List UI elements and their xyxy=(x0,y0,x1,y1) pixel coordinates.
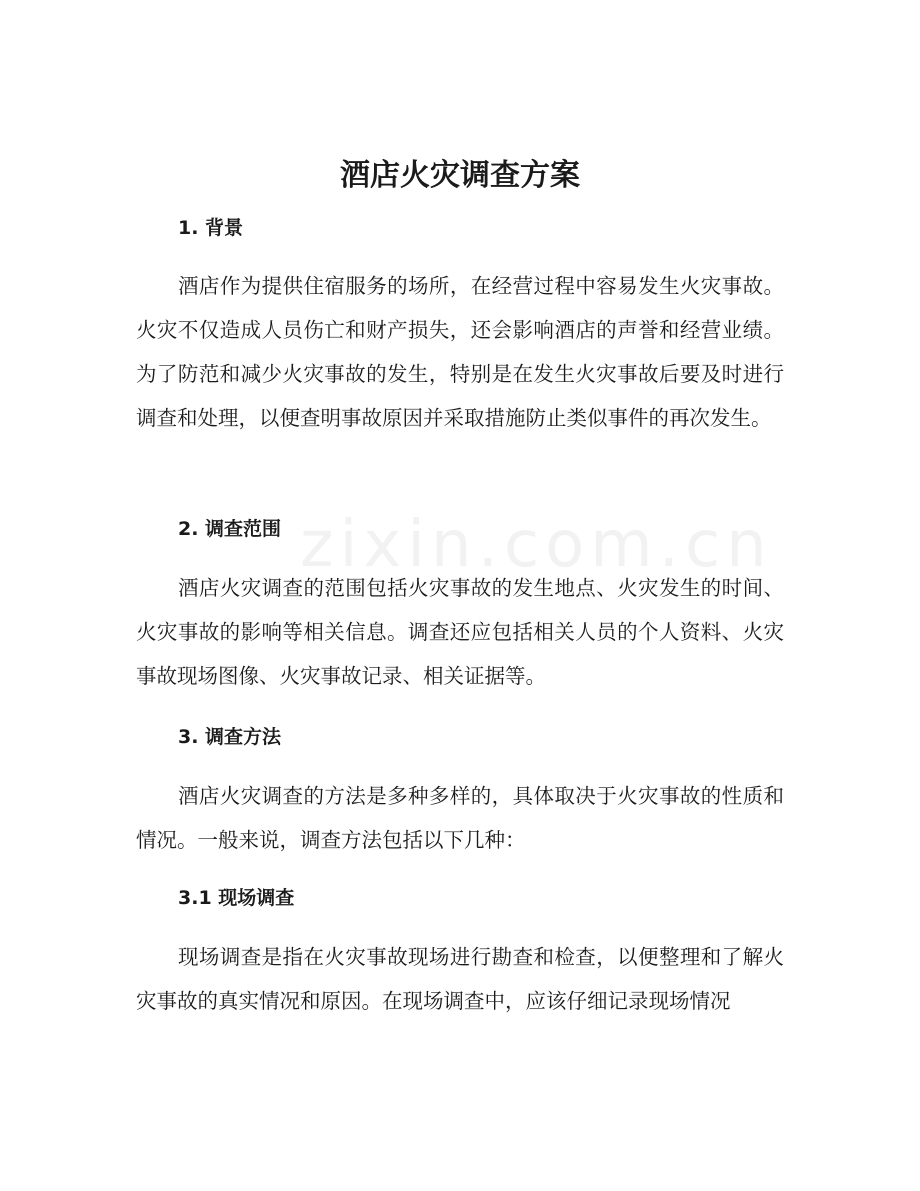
section-heading-site-survey: 3.1 现场调查 xyxy=(178,887,295,909)
section-heading-methods: 3. 调查方法 xyxy=(178,726,282,748)
section-paragraph-site-survey: 现场调查是指在火灾事故现场进行勘查和检查，以便整理和了解火灾事故的真实情况和原因。在现场调查中，应该仔细记录现场情况 xyxy=(136,945,784,1013)
section-paragraph-methods: 酒店火灾调查的方法是多种多样的，具体取决于火灾事故的性质和情况。一般来说，调查方法包括以下几种： xyxy=(136,784,784,852)
document-title: 酒店火灾调查方案 xyxy=(340,158,580,193)
section-heading-background: 1. 背景 xyxy=(178,217,244,239)
section-heading-scope: 2. 调查范围 xyxy=(178,518,282,540)
section-paragraph-background: 酒店作为提供住宿服务的场所，在经营过程中容易发生火灾事故。火灾不仅造成人员伤亡和财产损失，还会影响酒店的声誉和经营业绩。为了防范和减少火灾事故的发生，特别是在发生火灾事故后要及时进行调查和处理，以便查明事故原因并采取措施防止类似事件的再次发生。 xyxy=(136,274,784,430)
watermark: zixin.com.cn xyxy=(300,508,773,582)
section-paragraph-scope: 酒店火灾调查的范围包括火灾事故的发生地点、火灾发生的时间、火灾事故的影响等相关信息。调查还应包括相关人员的个人资料、火灾事故现场图像、火灾事故记录、相关证据等。 xyxy=(136,576,784,688)
